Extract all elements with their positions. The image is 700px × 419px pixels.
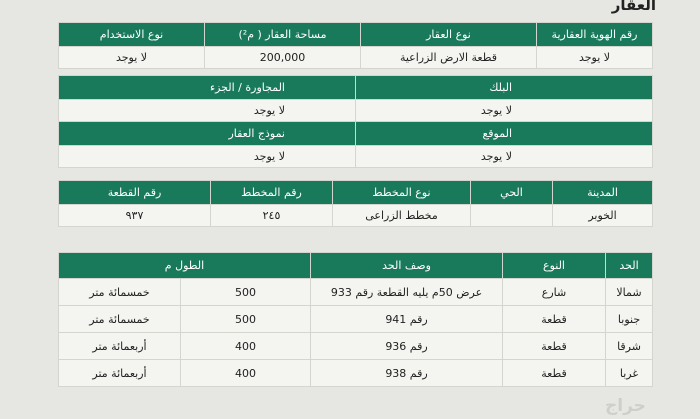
value-neighborhood-part: لا يوجد — [59, 100, 356, 122]
boundaries-table — [58, 252, 653, 387]
cell-boundary: غربا — [606, 360, 653, 387]
cell-boundary: جنوبا — [606, 306, 653, 333]
header-property-model: نموذج العقار — [59, 122, 356, 146]
value-property-type: قطعة الارض الزراعية — [361, 47, 537, 69]
value-property-model: لا يوجد — [59, 146, 356, 168]
value-property-id: لا يوجد — [537, 47, 653, 69]
cell-length-words: أربعمائة متر — [59, 333, 181, 360]
cell-boundary: شمالا — [606, 279, 653, 306]
header-plot-number: رقم القطعة — [59, 181, 211, 205]
value-usage-type: لا يوجد — [59, 47, 205, 69]
header-city: المدينة — [553, 181, 653, 205]
cell-length: 500 — [181, 306, 311, 333]
value-district — [471, 205, 553, 227]
value-plan-number: ٢٤٥ — [211, 205, 333, 227]
header-district: الحي — [471, 181, 553, 205]
location-table — [58, 75, 653, 168]
cell-length: 400 — [181, 360, 311, 387]
value-plot-number: ٩٣٧ — [59, 205, 211, 227]
cell-description: رقم 936 — [311, 333, 503, 360]
cell-description: عرض 50م يليه القطعة رقم 933 — [311, 279, 503, 306]
table-row — [59, 333, 653, 360]
header-property-area: مساحة العقار ( م²) — [205, 23, 361, 47]
cell-type: قطعة — [503, 360, 606, 387]
property-info-table — [58, 22, 653, 69]
value-city: الخوبر — [553, 205, 653, 227]
header-location: الموقع — [356, 122, 653, 146]
table-row — [59, 306, 653, 333]
plan-table — [58, 180, 653, 227]
cell-length: 500 — [181, 279, 311, 306]
cell-type: قطعة — [503, 306, 606, 333]
cell-length-words: أربعمائة متر — [59, 360, 181, 387]
cell-boundary: شرقا — [606, 333, 653, 360]
header-usage-type: نوع الاستخدام — [59, 23, 205, 47]
cell-type: قطعة — [503, 333, 606, 360]
table-row — [59, 360, 653, 387]
cell-length-words: خمسمائة متر — [59, 279, 181, 306]
header-property-type: نوع العقار — [361, 23, 537, 47]
header-neighborhood-part: المجاورة / الجزء — [59, 76, 356, 100]
cell-description: رقم 938 — [311, 360, 503, 387]
value-block: لا يوجد — [356, 100, 653, 122]
header-plan-type: نوع المخطط — [333, 181, 471, 205]
header-length: الطول م — [59, 253, 311, 279]
cell-length-words: خمسمائة متر — [59, 306, 181, 333]
value-plan-type: مخطط الزراعى — [333, 205, 471, 227]
value-location: لا يوجد — [356, 146, 653, 168]
header-property-id: رقم الهوية العقارية — [537, 23, 653, 47]
section-title: العقار — [611, 0, 656, 14]
header-block: البلك — [356, 76, 653, 100]
header-boundary: الحد — [606, 253, 653, 279]
header-boundary-type: النوع — [503, 253, 606, 279]
cell-description: رقم 941 — [311, 306, 503, 333]
site-watermark: حراج — [605, 396, 646, 416]
cell-length: 400 — [181, 333, 311, 360]
header-boundary-description: وصف الحد — [311, 253, 503, 279]
table-row — [59, 279, 653, 306]
header-plan-number: رقم المخطط — [211, 181, 333, 205]
cell-type: شارع — [503, 279, 606, 306]
value-property-area: 200,000 — [205, 47, 361, 69]
